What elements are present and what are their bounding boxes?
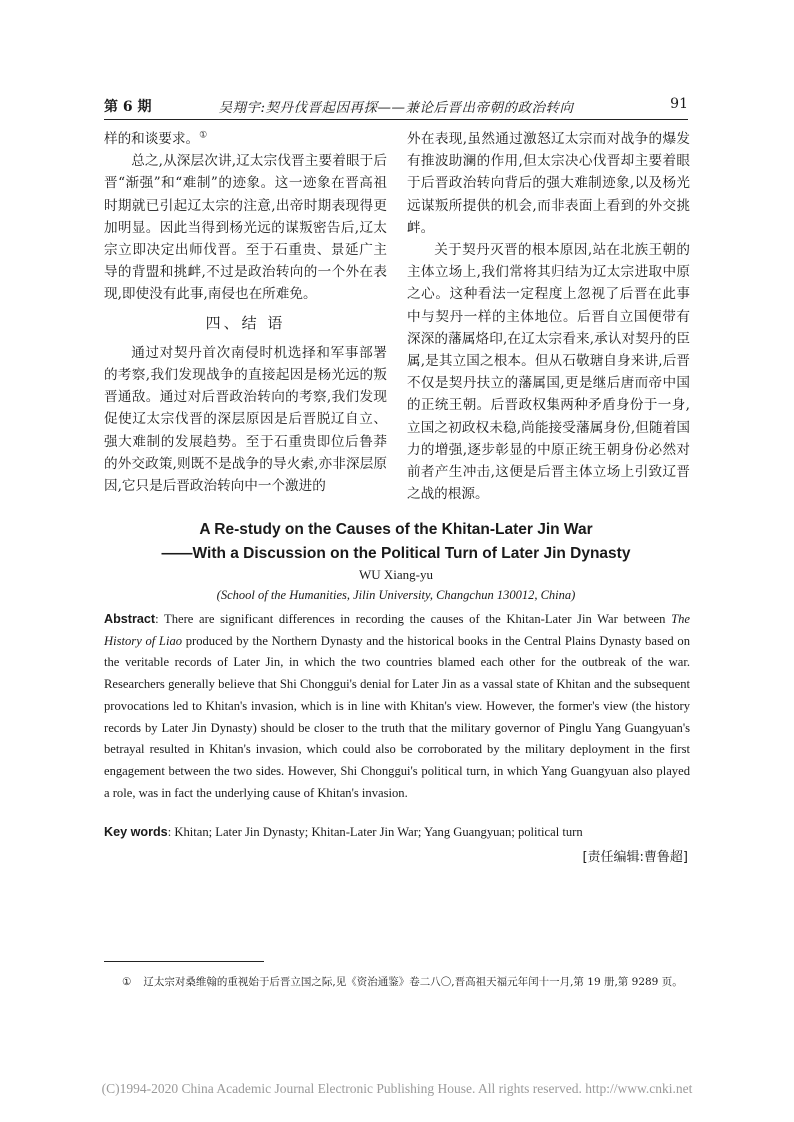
left-column	[104, 128, 387, 497]
abstract-text-part1: : There are significant differences in recording the causes of the Khitan-Later Jin War between	[155, 612, 672, 626]
section-heading-conclusion: 四、结 语	[205, 313, 286, 332]
issue-number: 第 6 期	[104, 99, 152, 115]
abstract-text-part2: produced by the Northern Dynasty and the historical books in the Central Plains Dynasty based on the veritable records of Later Jin, in which the two countries blamed each other for the outbreak of the war. Researchers generally believe that Shi Chonggui's denial for Later Jin as a vassal state of Khitan and the subsequent provocations led to Khitan's invasion, which is in line with Khitan's view. However, the former's view (the history records by Later Jin Dynasty) should be closer to the truth that the military governor of Pinglu Yang Guangyuan's betrayal resulted in Khitan's invasion, which could also be corroborated by the military deployment in the first engagement between the two sides. However, Shi Chonggui's political turn, in which Yang Guangyuan also played a role, was in fact the underlying cause of Khitan's invasion.	[104, 633, 690, 800]
abstract-book-title: The History of Liao	[104, 612, 690, 648]
right-column	[407, 128, 690, 505]
footnote	[122, 975, 694, 989]
running-title: 吴翔宇:契丹伐晋起因再探——兼论后晋出帝朝的政治转向	[218, 100, 574, 116]
left-paragraph-1-text: 样的和谈要求。	[104, 131, 200, 147]
english-subtitle: ——With a Discussion on the Political Turn of Later Jin Dynasty	[161, 545, 631, 562]
page-number: 91	[670, 96, 688, 112]
right-paragraph-2: 关于契丹灭晋的根本原因,站在北族王朝的主体立场上,我们常将其归结为辽太宗进取中原之心。这种看法一定程度上忽视了后晋在此事中与契丹一样的主体地位。后晋自立国便带有深深的藩属烙印,在辽太宗看来,承认对契丹的臣属,是其立国之根本。但从石敬瑭自身来讲,后晋不仅是契丹扶立的藩属国,更是继后唐而帝中国的正统王朝。后晋政权集两种矛盾身份于一身,立国之初政权未稳,尚能接受藩属身份,但随着国力的增强,逐步彰显的中原正统王朝身份必然对前者产生冲击,这便是后晋主体立场上引致辽晋之战的根源。	[407, 242, 690, 503]
copyright-watermark: (C)1994-2020 China Academic Journal Electronic Publishing House. All rights reserved. http://www.cnki.net	[101, 1081, 693, 1096]
keywords-label: Key words	[104, 825, 168, 839]
footnote-reference[interactable]: ①	[199, 130, 208, 141]
english-abstract	[104, 609, 690, 804]
english-title: A Re-study on the Causes of the Khitan-Later Jin War	[199, 521, 593, 538]
footnote-mark: ①	[122, 976, 132, 988]
footnote-text: 辽太宗对桑维翰的重视始于后晋立国之际,见《资治通鉴》卷二八〇,晋高祖天福元年闰十一月,第 19 册,第 9289 页。	[143, 976, 683, 988]
abstract-label: Abstract	[104, 612, 156, 626]
english-author: WU Xiang-yu	[358, 567, 433, 582]
running-header	[104, 94, 688, 116]
right-paragraph-1: 外在表现,虽然通过激怒辽太宗而对战争的爆发有推波助澜的作用,但太宗决心伐晋却主要着眼于后晋政治转向背后的强大难制迹象,以及杨光远谋叛所提供的机会,而非表面上看到的外交挑衅。	[407, 131, 690, 236]
keywords-text: : Khitan; Later Jin Dynasty; Khitan-Later Jin War; Yang Guangyuan; political turn	[167, 825, 583, 839]
footnote-rule	[104, 961, 264, 962]
english-affiliation: (School of the Humanities, Jilin University, Changchun 130012, China)	[216, 588, 576, 602]
english-keywords	[104, 825, 690, 840]
left-paragraph-1	[104, 128, 387, 150]
header-rule	[104, 119, 688, 120]
responsible-editor: [责任编辑:曹鲁超]	[582, 850, 688, 865]
left-paragraph-2: 总之,从深层次讲,辽太宗伐晋主要着眼于后晋“渐强”和“难制”的迹象。这一迹象在晋高祖时期就已引起辽太宗的注意,出帝时期表现得更加明显。因此当得到杨光远的谋叛密告后,辽太宗立即决定出师伐晋。至于石重贵、景延广主导的背盟和挑衅,不过是政治转向的一个外在表现,即使没有此事,南侵也在所难免。	[104, 153, 387, 303]
left-paragraph-3: 通过对契丹首次南侵时机选择和军事部署的考察,我们发现战争的直接起因是杨光远的叛晋通敌。通过对后晋政治转向的考察,我们发现促使辽太宗伐晋的深层原因是后晋脱辽自立、强大难制的发展趋势。至于石重贵即位后鲁莽的外交政策,则既不是战争的导火索,亦非深层原因,它只是后晋政治转向中一个激进的	[104, 344, 387, 495]
